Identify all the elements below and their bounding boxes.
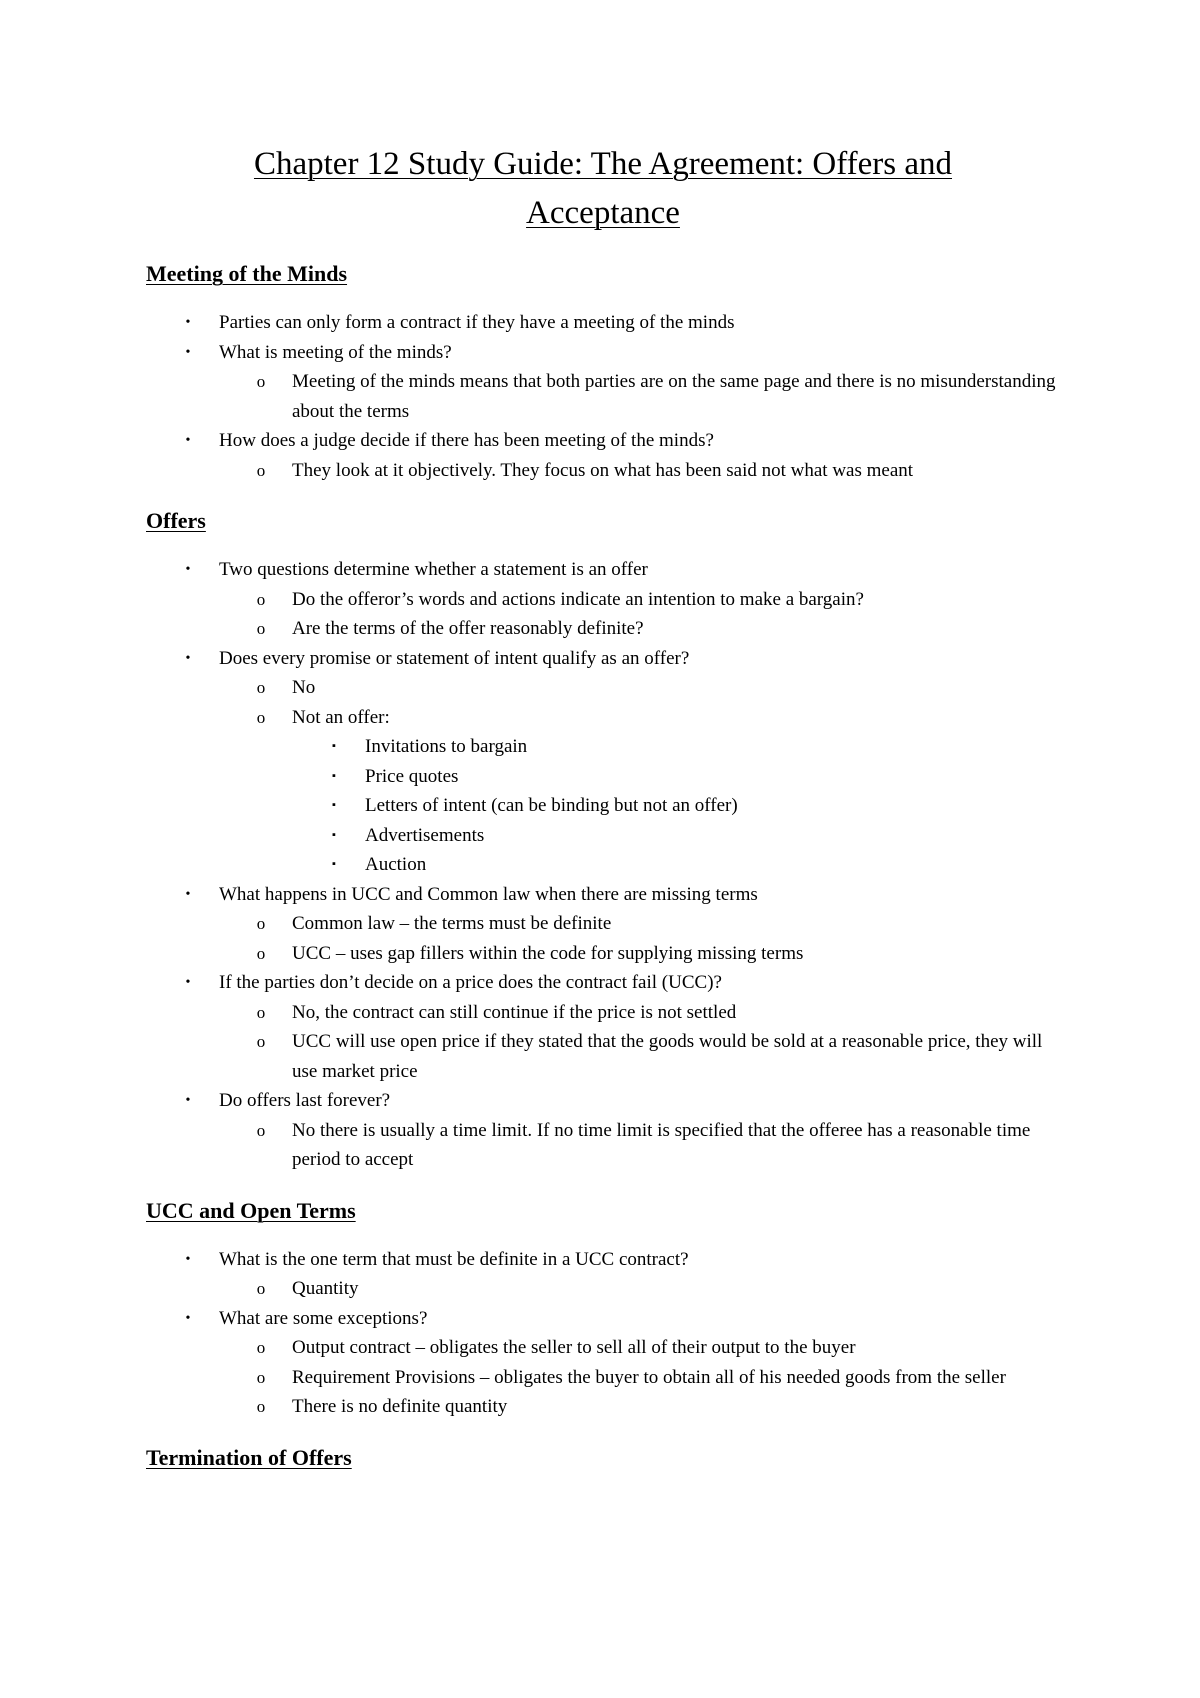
list-item [146, 1304, 1060, 1334]
list-item-text: Quantity [292, 1278, 359, 1299]
bullet-marker: • [185, 433, 191, 448]
list-item [146, 338, 1060, 368]
section-heading: Meeting of the Minds [146, 261, 348, 286]
list-item [146, 968, 1060, 998]
list-item [146, 1363, 1060, 1393]
bullet-marker: • [185, 1093, 191, 1108]
list-item-text: Price quotes [365, 765, 459, 787]
list-item [146, 1086, 1060, 1116]
list-item [146, 555, 1060, 585]
list-item-text: There is no definite quantity [292, 1396, 508, 1417]
list-item [146, 732, 1060, 762]
list-item [146, 909, 1060, 939]
list-item-text: Auction [365, 854, 427, 875]
bullet-marker: o [256, 1279, 266, 1298]
list-item-text: No, the contract can still continue if the price is not settled [292, 1001, 737, 1023]
bullet-marker: o [256, 619, 266, 638]
list-item [146, 644, 1060, 674]
list-item-text: Do offers last forever? [219, 1090, 391, 1111]
bullet-marker: • [185, 1310, 191, 1326]
list-item-text: Parties can only form a contract if they have a meeting of the minds [219, 312, 735, 333]
list-item-text: They look at it objectively. They focus on what has been said not what was meant [292, 459, 914, 481]
bullet-marker: o [256, 372, 266, 391]
list-item-text: Not an offer: [292, 706, 390, 728]
list-item [146, 585, 1060, 615]
list-item-text: Letters of intent (can be binding but not an offer) [365, 795, 738, 816]
list-item-text: Does every promise or statement of intent qualify as an offer? [219, 647, 690, 669]
list-item-text: If the parties don’t decide on a price does the contract fail (UCC)? [219, 972, 722, 993]
list-item [146, 1116, 1060, 1175]
bullet-marker: • [185, 562, 191, 577]
list-item-text: What is the one term that must be definite in a UCC contract? [219, 1248, 689, 1270]
bullet-marker: o [256, 1002, 266, 1022]
bullet-marker: • [185, 315, 191, 330]
section-heading: UCC and Open Terms [146, 1197, 356, 1223]
section-heading: Offers [146, 508, 206, 533]
list-item-text: UCC will use open price if they stated that the goods would be sold at a reasonable price, they will use market price [292, 1031, 1043, 1082]
bullet-marker: o [256, 1338, 266, 1357]
list-item [146, 456, 1060, 486]
list-item-text: What is meeting of the minds? [219, 341, 452, 363]
bullet-marker: o [256, 914, 266, 933]
list-item [146, 821, 1060, 851]
bullet-marker: o [256, 1120, 266, 1140]
list-item [146, 703, 1060, 733]
list-item [146, 880, 1060, 910]
list-item-text: Are the terms of the offer reasonably definite? [292, 618, 644, 639]
list-item-text: UCC – uses gap fillers within the code for supplying missing terms [292, 942, 804, 964]
list-item-text: Output contract – obligates the seller to sell all of their output to the buyer [292, 1337, 856, 1358]
list-item [146, 998, 1060, 1028]
bullet-list [146, 555, 1060, 1175]
list-item [146, 308, 1060, 338]
document-body [146, 260, 1060, 1472]
list-item [146, 850, 1060, 880]
list-item [146, 1245, 1060, 1275]
list-item [146, 791, 1060, 821]
bullet-marker: ▪ [332, 799, 336, 811]
section-heading: Termination of Offers [146, 1444, 352, 1470]
bullet-list [146, 1245, 1060, 1422]
list-item-text: What are some exceptions? [219, 1307, 428, 1329]
bullet-marker: ▪ [332, 828, 336, 841]
bullet-marker: o [256, 1367, 266, 1387]
bullet-marker: ▪ [332, 740, 336, 752]
list-item-text: Two questions determine whether a statement is an offer [219, 559, 648, 580]
bullet-marker: o [256, 1032, 266, 1051]
list-item-text: Advertisements [365, 824, 485, 846]
list-item [146, 426, 1060, 456]
bullet-marker: ▪ [332, 858, 336, 870]
bullet-marker: o [256, 943, 266, 963]
list-item [146, 1274, 1060, 1304]
bullet-marker: • [185, 650, 191, 666]
bullet-marker: o [256, 678, 266, 697]
list-item-text: No there is usually a time limit. If no time limit is specified that the offeree has a reasonable time period to accept [292, 1119, 1031, 1170]
list-item [146, 673, 1060, 703]
list-item-text: Common law – the terms must be definite [292, 913, 612, 934]
section [146, 260, 1060, 485]
bullet-marker: ▪ [332, 769, 336, 782]
bullet-marker: o [256, 589, 266, 609]
list-item [146, 1392, 1060, 1422]
list-item [146, 614, 1060, 644]
list-item [146, 762, 1060, 792]
bullet-marker: • [185, 344, 191, 360]
section [146, 1197, 1060, 1422]
list-item-text: How does a judge decide if there has been meeting of the minds? [219, 430, 714, 451]
list-item-text: Requirement Provisions – obligates the buyer to obtain all of his needed goods from the seller [292, 1366, 1006, 1388]
list-item-text: No [292, 677, 316, 698]
document-title: Chapter 12 Study Guide: The Agreement: Offers and Acceptance [253, 146, 953, 231]
bullet-list [146, 308, 1060, 485]
section [146, 1444, 1060, 1472]
bullet-marker: • [185, 886, 191, 902]
list-item-text: Meeting of the minds means that both parties are on the same page and there is no misunderstanding about the terms [292, 371, 1056, 422]
bullet-marker: • [185, 975, 191, 990]
list-item-text: Invitations to bargain [365, 736, 528, 757]
list-item [146, 1333, 1060, 1363]
list-item [146, 1027, 1060, 1086]
list-item [146, 367, 1060, 426]
list-item-text: What happens in UCC and Common law when there are missing terms [219, 883, 758, 905]
list-item-text: Do the offeror’s words and actions indicate an intention to make a bargain? [292, 588, 864, 610]
list-item [146, 939, 1060, 969]
bullet-marker: o [256, 1397, 266, 1416]
section [146, 507, 1060, 1175]
bullet-marker: o [256, 707, 266, 727]
bullet-marker: o [256, 460, 266, 480]
bullet-marker: • [185, 1251, 191, 1267]
